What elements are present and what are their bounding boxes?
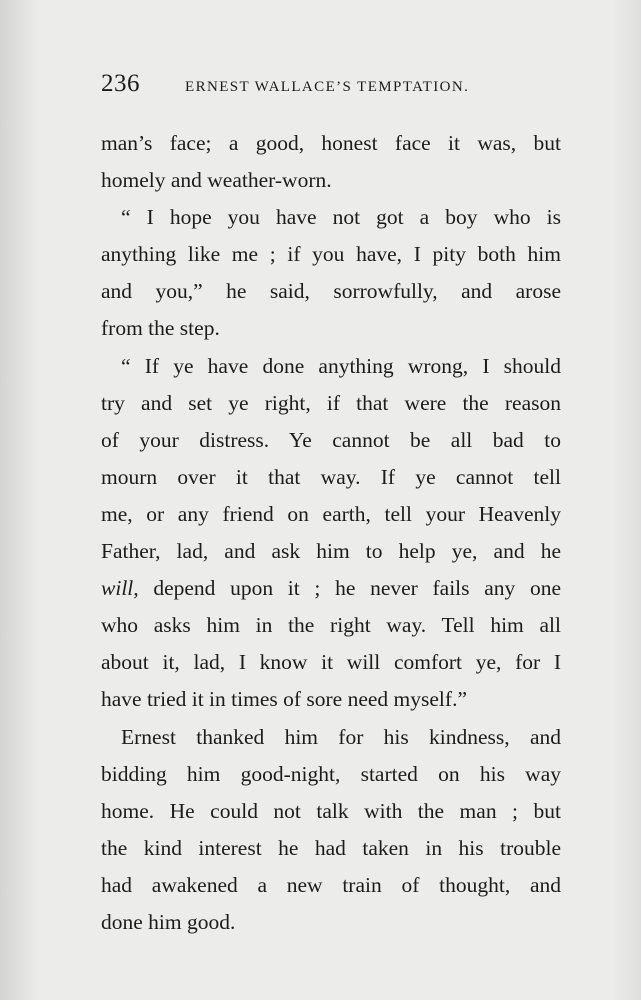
text-line: the kind interest he had taken in his trouble [101,835,561,860]
text-line: homely and weather-worn. [101,168,332,193]
text-line: had awakened a new train of thought, and [101,872,561,897]
page-header [101,70,561,106]
text-line: have tried it in times of sore need myself.” [101,687,467,712]
body-text [101,125,561,941]
text-line: mourn over it that way. If ye cannot tell [101,464,561,489]
running-head: ERNEST WALLACE’S TEMPTATION. [185,79,470,95]
text-line: and you,” he said, sorrowfully, and arose [101,279,561,304]
text-line: me, or any friend on earth, tell your Heavenly [101,501,561,526]
text-line: man’s face; a good, honest face it was, but [101,131,561,155]
text-line: “ I hope you have not got a boy who is [121,205,561,230]
text-line: done him good. [101,909,236,934]
text-line: about it, lad, I know it will comfort ye, for I [101,650,561,675]
text-fragment: depend upon it ; he never fails any one [138,576,561,601]
text-line: of your distress. Ye cannot be all bad to [101,427,561,452]
text-line: who asks him in the right way. Tell him all [101,613,561,638]
text-line: from the step. [101,316,220,341]
text-line: try and set ye right, if that were the reason [101,390,561,415]
text-line: “ If ye have done anything wrong, I should [121,353,561,378]
text-line: Ernest thanked him for his kindness, and [121,724,561,749]
text-line: home. He could not talk with the man ; but [101,798,561,823]
page-number: 236 [101,70,140,97]
text-line [101,570,561,607]
text-line: anything like me ; if you have, I pity both him [101,242,561,267]
text-line: Father, lad, and ask him to help ye, and he [101,539,561,564]
emphasis-word: will, [101,576,139,601]
text-line: bidding him good-night, started on his way [101,761,561,786]
